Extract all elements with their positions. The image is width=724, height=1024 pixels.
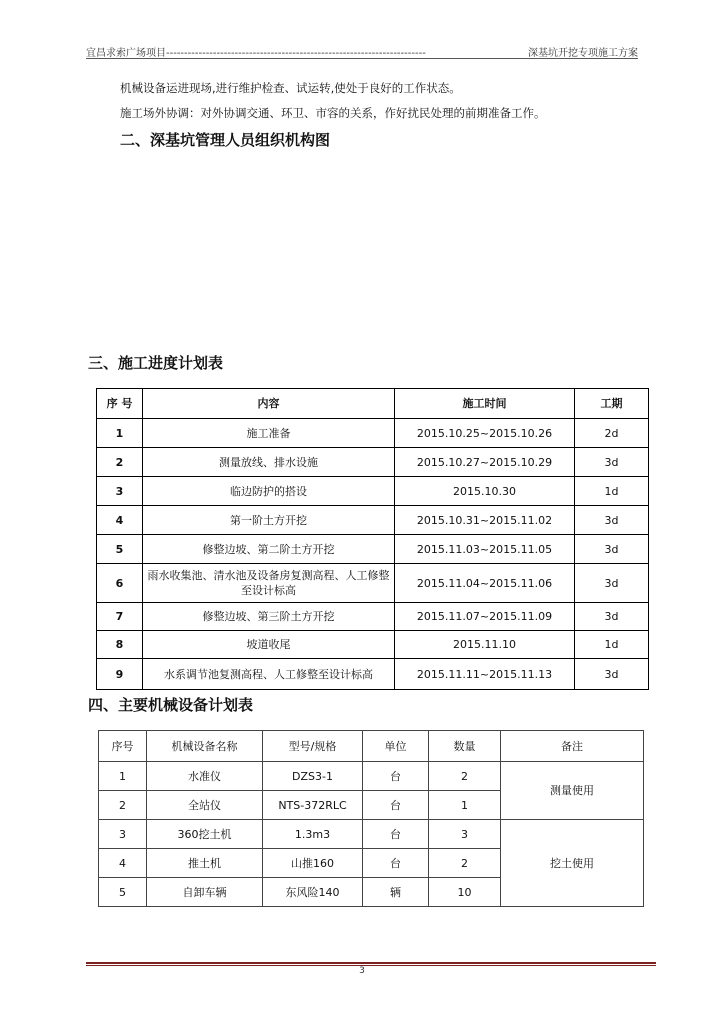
equipment-no: 4	[99, 849, 147, 878]
schedule-no: 9	[97, 659, 143, 690]
equipment-header-row	[99, 731, 644, 762]
schedule-content: 临边防护的搭设	[143, 477, 395, 506]
schedule-content: 修整边坡、第三阶土方开挖	[143, 603, 395, 631]
paragraph-equipment: 机械设备运进现场,进行维护检查、试运转,使处于良好的工作状态。	[120, 81, 461, 95]
equipment-remark-excavation: 挖土使用	[501, 820, 644, 907]
equipment-model: 东风险140	[263, 878, 363, 907]
footer-rule-thick	[86, 962, 656, 964]
schedule-time: 2015.11.04~2015.11.06	[395, 564, 575, 603]
equipment-remark-survey: 测量使用	[501, 762, 644, 820]
page-header	[86, 44, 638, 59]
equipment-table	[98, 730, 644, 907]
schedule-days: 1d	[575, 477, 649, 506]
equipment-header-model: 型号/规格	[263, 731, 363, 762]
equipment-unit: 辆	[363, 878, 429, 907]
schedule-no: 8	[97, 631, 143, 659]
schedule-header-row	[97, 389, 649, 419]
equipment-header-remark: 备注	[501, 731, 644, 762]
schedule-days: 3d	[575, 564, 649, 603]
page-number: 3	[359, 966, 365, 976]
schedule-table	[96, 388, 649, 690]
schedule-no: 4	[97, 506, 143, 535]
table-row	[97, 506, 649, 535]
equipment-qty: 2	[429, 849, 501, 878]
section2-heading: 二、深基坑管理人员组织机构图	[120, 131, 331, 149]
equipment-model: NTS-372RLC	[263, 791, 363, 820]
equipment-name: 全站仪	[147, 791, 263, 820]
schedule-no: 5	[97, 535, 143, 564]
schedule-header-days: 工期	[575, 389, 649, 419]
equipment-no: 2	[99, 791, 147, 820]
equipment-no: 5	[99, 878, 147, 907]
schedule-time: 2015.10.25~2015.10.26	[395, 419, 575, 448]
schedule-days: 3d	[575, 603, 649, 631]
section4-heading: 四、主要机械设备计划表	[88, 696, 254, 714]
equipment-header-name: 机械设备名称	[147, 731, 263, 762]
equipment-unit: 台	[363, 820, 429, 849]
equipment-name: 水准仪	[147, 762, 263, 791]
schedule-time: 2015.11.03~2015.11.05	[395, 535, 575, 564]
schedule-time: 2015.10.30	[395, 477, 575, 506]
paragraph-coordination: 施工场外协调：对外协调交通、环卫、市容的关系，作好扰民处理的前期准备工作。	[120, 106, 546, 120]
schedule-content: 雨水收集池、清水池及设备房复测高程、人工修整至设计标高	[143, 564, 395, 603]
equipment-header-no: 序号	[99, 731, 147, 762]
schedule-content: 修整边坡、第二阶土方开挖	[143, 535, 395, 564]
equipment-model: 山推160	[263, 849, 363, 878]
equipment-qty: 1	[429, 791, 501, 820]
table-row	[97, 603, 649, 631]
equipment-name: 推土机	[147, 849, 263, 878]
schedule-days: 3d	[575, 659, 649, 690]
table-row	[99, 762, 644, 791]
schedule-content: 施工准备	[143, 419, 395, 448]
schedule-days: 3d	[575, 448, 649, 477]
schedule-content: 第一阶土方开挖	[143, 506, 395, 535]
schedule-header-content: 内容	[143, 389, 395, 419]
schedule-time: 2015.11.07~2015.11.09	[395, 603, 575, 631]
equipment-header-unit: 单位	[363, 731, 429, 762]
equipment-name: 自卸车辆	[147, 878, 263, 907]
table-row	[97, 564, 649, 603]
equipment-no: 1	[99, 762, 147, 791]
table-row	[97, 477, 649, 506]
equipment-unit: 台	[363, 762, 429, 791]
table-row	[97, 535, 649, 564]
equipment-qty: 3	[429, 820, 501, 849]
table-row	[97, 419, 649, 448]
equipment-unit: 台	[363, 849, 429, 878]
section3-heading: 三、施工进度计划表	[88, 354, 224, 372]
schedule-time: 2015.11.11~2015.11.13	[395, 659, 575, 690]
table-row	[97, 448, 649, 477]
equipment-no: 3	[99, 820, 147, 849]
header-doc-title: 深基坑开挖专项施工方案	[528, 48, 638, 59]
schedule-content: 测量放线、排水设施	[143, 448, 395, 477]
schedule-no: 3	[97, 477, 143, 506]
equipment-name: 360挖土机	[147, 820, 263, 849]
schedule-days: 1d	[575, 631, 649, 659]
equipment-header-qty: 数量	[429, 731, 501, 762]
equipment-qty: 2	[429, 762, 501, 791]
schedule-header-time: 施工时间	[395, 389, 575, 419]
schedule-days: 2d	[575, 419, 649, 448]
schedule-days: 3d	[575, 506, 649, 535]
schedule-content: 坡道收尾	[143, 631, 395, 659]
schedule-no: 7	[97, 603, 143, 631]
schedule-time: 2015.11.10	[395, 631, 575, 659]
equipment-model: 1.3m3	[263, 820, 363, 849]
schedule-no: 6	[97, 564, 143, 603]
schedule-content: 水系调节池复测高程、人工修整至设计标高	[143, 659, 395, 690]
table-row	[97, 659, 649, 690]
schedule-header-no: 序 号	[97, 389, 143, 419]
schedule-no: 1	[97, 419, 143, 448]
equipment-model: DZS3-1	[263, 762, 363, 791]
table-row	[97, 631, 649, 659]
equipment-qty: 10	[429, 878, 501, 907]
schedule-no: 2	[97, 448, 143, 477]
header-project: 宜昌求索广场项目------------------------------------------------------------------------	[86, 48, 426, 59]
table-row	[99, 820, 644, 849]
schedule-time: 2015.10.27~2015.10.29	[395, 448, 575, 477]
schedule-days: 3d	[575, 535, 649, 564]
equipment-unit: 台	[363, 791, 429, 820]
schedule-time: 2015.10.31~2015.11.02	[395, 506, 575, 535]
